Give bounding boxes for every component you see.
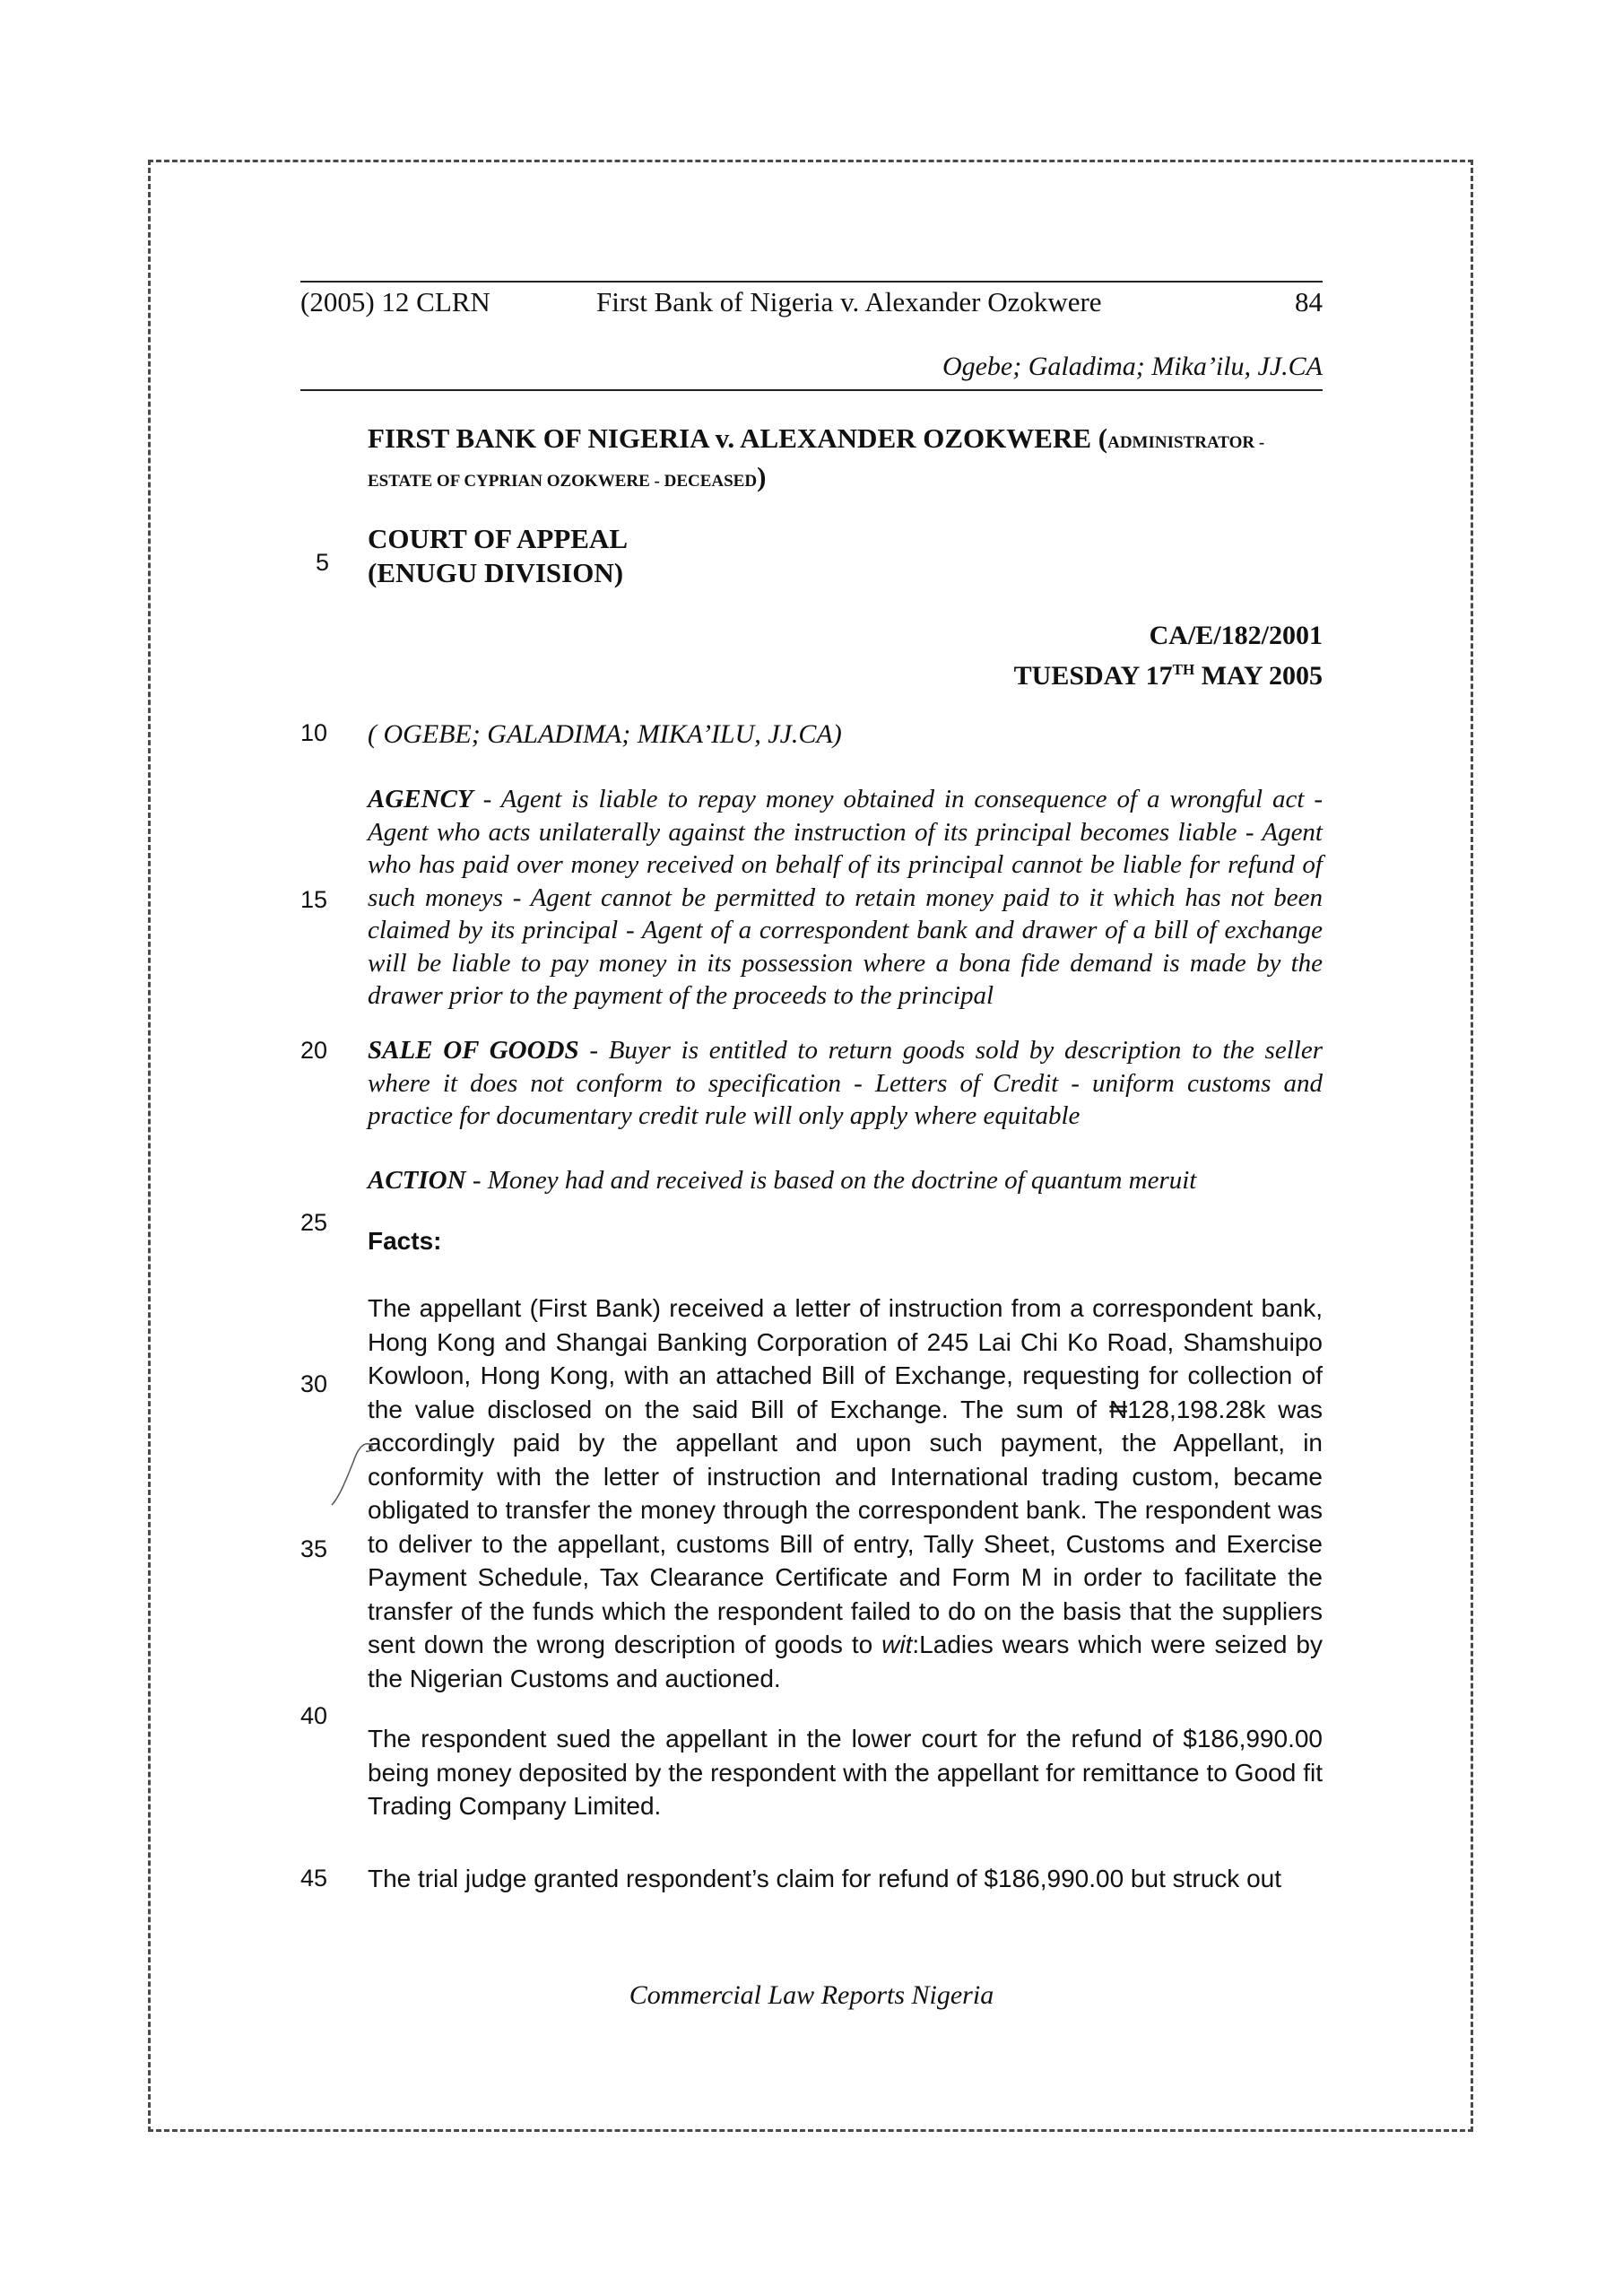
catchword-agency: [368, 783, 1323, 1013]
line-number: 20: [300, 1037, 328, 1064]
line-number: 35: [300, 1535, 328, 1562]
line-number: 10: [300, 719, 328, 746]
line-number: 30: [300, 1370, 328, 1397]
page-number: 84: [1295, 286, 1323, 317]
catchword-text: - Agent is liable to repay money obtained in consequence of a wrongful act - Agent who acts unilaterally against the instruction of its principal becomes liable - Agent who has paid over money received on behalf of its principal cannot be liable for refund of such moneys - Agent cannot be permitted to retain money paid to it which has not been claimed by its principal - Agent of a correspondent bank and drawer of a bill of exchange will be liable to pay money in its possession where a bona fide demand is made by the drawer prior to the payment of the proceeds to the principal: [368, 785, 1323, 1010]
court-name: COURT OF APPEAL: [368, 523, 628, 554]
judgment-date: [1014, 653, 1323, 693]
catchword-heading: SALE OF GOODS: [368, 1036, 579, 1065]
case-title-main: FIRST BANK OF NIGERIA v. ALEXANDER OZOKWERE (: [368, 422, 1108, 454]
citation: (2005) 12 CLRN: [300, 286, 490, 317]
facts-paragraph-2: The respondent sued the appellant in the lower court for the refund of $186,990.00 being money deposited by the respondent with the appellant for remittance to Good fit Trading Company Limited.: [368, 1725, 1323, 1820]
facts-text-continued: :Ladies wears which were seized by the Nigerian Customs and auctioned.: [368, 1631, 1323, 1692]
line-number: 45: [300, 1865, 328, 1892]
court-division: (ENUGU DIVISION): [368, 557, 624, 588]
catchword-heading: ACTION: [368, 1166, 466, 1195]
date-suffix-sup: TH: [1172, 661, 1195, 678]
catchword-text: - Money had and received is based on the doctrine of quantum meruit: [465, 1166, 1197, 1195]
case-title-close: ): [757, 461, 767, 492]
catchword-sale-of-goods: [368, 1034, 1323, 1133]
date-month-year: MAY 2005: [1194, 661, 1323, 691]
coram: ( OGEBE; GALADIMA; MIKA’ILU, JJ.CA): [368, 719, 842, 749]
facts-text: The appellant (First Bank) received a letter of instruction from a correspondent bank, Hong Kong and Shangai Banking Corporation of 245 Lai Chi Ko Road, Shamshuipo Kowloon, Hong Kong, with an attached Bill of Exchange, requesting for collection of the value disclosed on the said Bill of Exchange. The sum of ₦128,198.28k was accordingly paid by the appellant and upon such payment, the Appellant, in conformity with the letter of instruction and International trading custom, became obligated to transfer the money through the correspondent bank. The respondent was to deliver to the appellant, customs Bill of entry, Tally Sheet, Customs and Exercise Payment Schedule, Tax Clearance Certificate and Form M in order to facilitate the transfer of the funds which the respondent failed to do on the basis that the suppliers sent down the wrong description of goods to: [368, 1294, 1323, 1658]
suit-number: CA/E/182/2001: [1149, 621, 1323, 650]
case-title-smallcaps-1: ADMINISTRATOR -: [1107, 433, 1265, 452]
date-prefix: TUESDAY 17: [1013, 661, 1173, 691]
case-short-title: First Bank of Nigeria v. Alexander Ozokwere: [596, 286, 1102, 317]
header-top-rule: [300, 281, 1323, 283]
handwritten-mark-icon: [330, 1435, 393, 1507]
catchword-text: - Buyer is entitled to return goods sold by description to the seller where it does not conform to specification - Letters of Credit - uniform customs and practice for documentary credit rule will only apply where equitable: [368, 1036, 1323, 1130]
judges-running-head: Ogebe; Galadima; Mika’ilu, JJ.CA: [942, 352, 1323, 381]
line-number: 40: [300, 1702, 328, 1729]
case-title: [368, 422, 1323, 499]
line-number: 25: [300, 1209, 328, 1236]
suit-reference: [1014, 619, 1323, 693]
facts-italic-term: wit: [881, 1631, 913, 1658]
court-block: [368, 522, 1323, 590]
facts-paragraph-3: The trial judge granted respondent’s claim for refund of $186,990.00 but struck out: [368, 1865, 1282, 1892]
line-number: 15: [300, 886, 328, 913]
catchword-heading: AGENCY: [368, 785, 473, 813]
header-bottom-rule: [300, 389, 1323, 391]
case-title-smallcaps-2: ESTATE OF CYPRIAN OZOKWERE - DECEASED: [368, 472, 758, 491]
facts-paragraph-1: [368, 1292, 1323, 1695]
line-number: 5: [316, 549, 330, 576]
catchword-action: [368, 1164, 1323, 1197]
facts-heading: Facts:: [368, 1227, 442, 1255]
publication-footer: Commercial Law Reports Nigeria: [629, 1980, 994, 2010]
